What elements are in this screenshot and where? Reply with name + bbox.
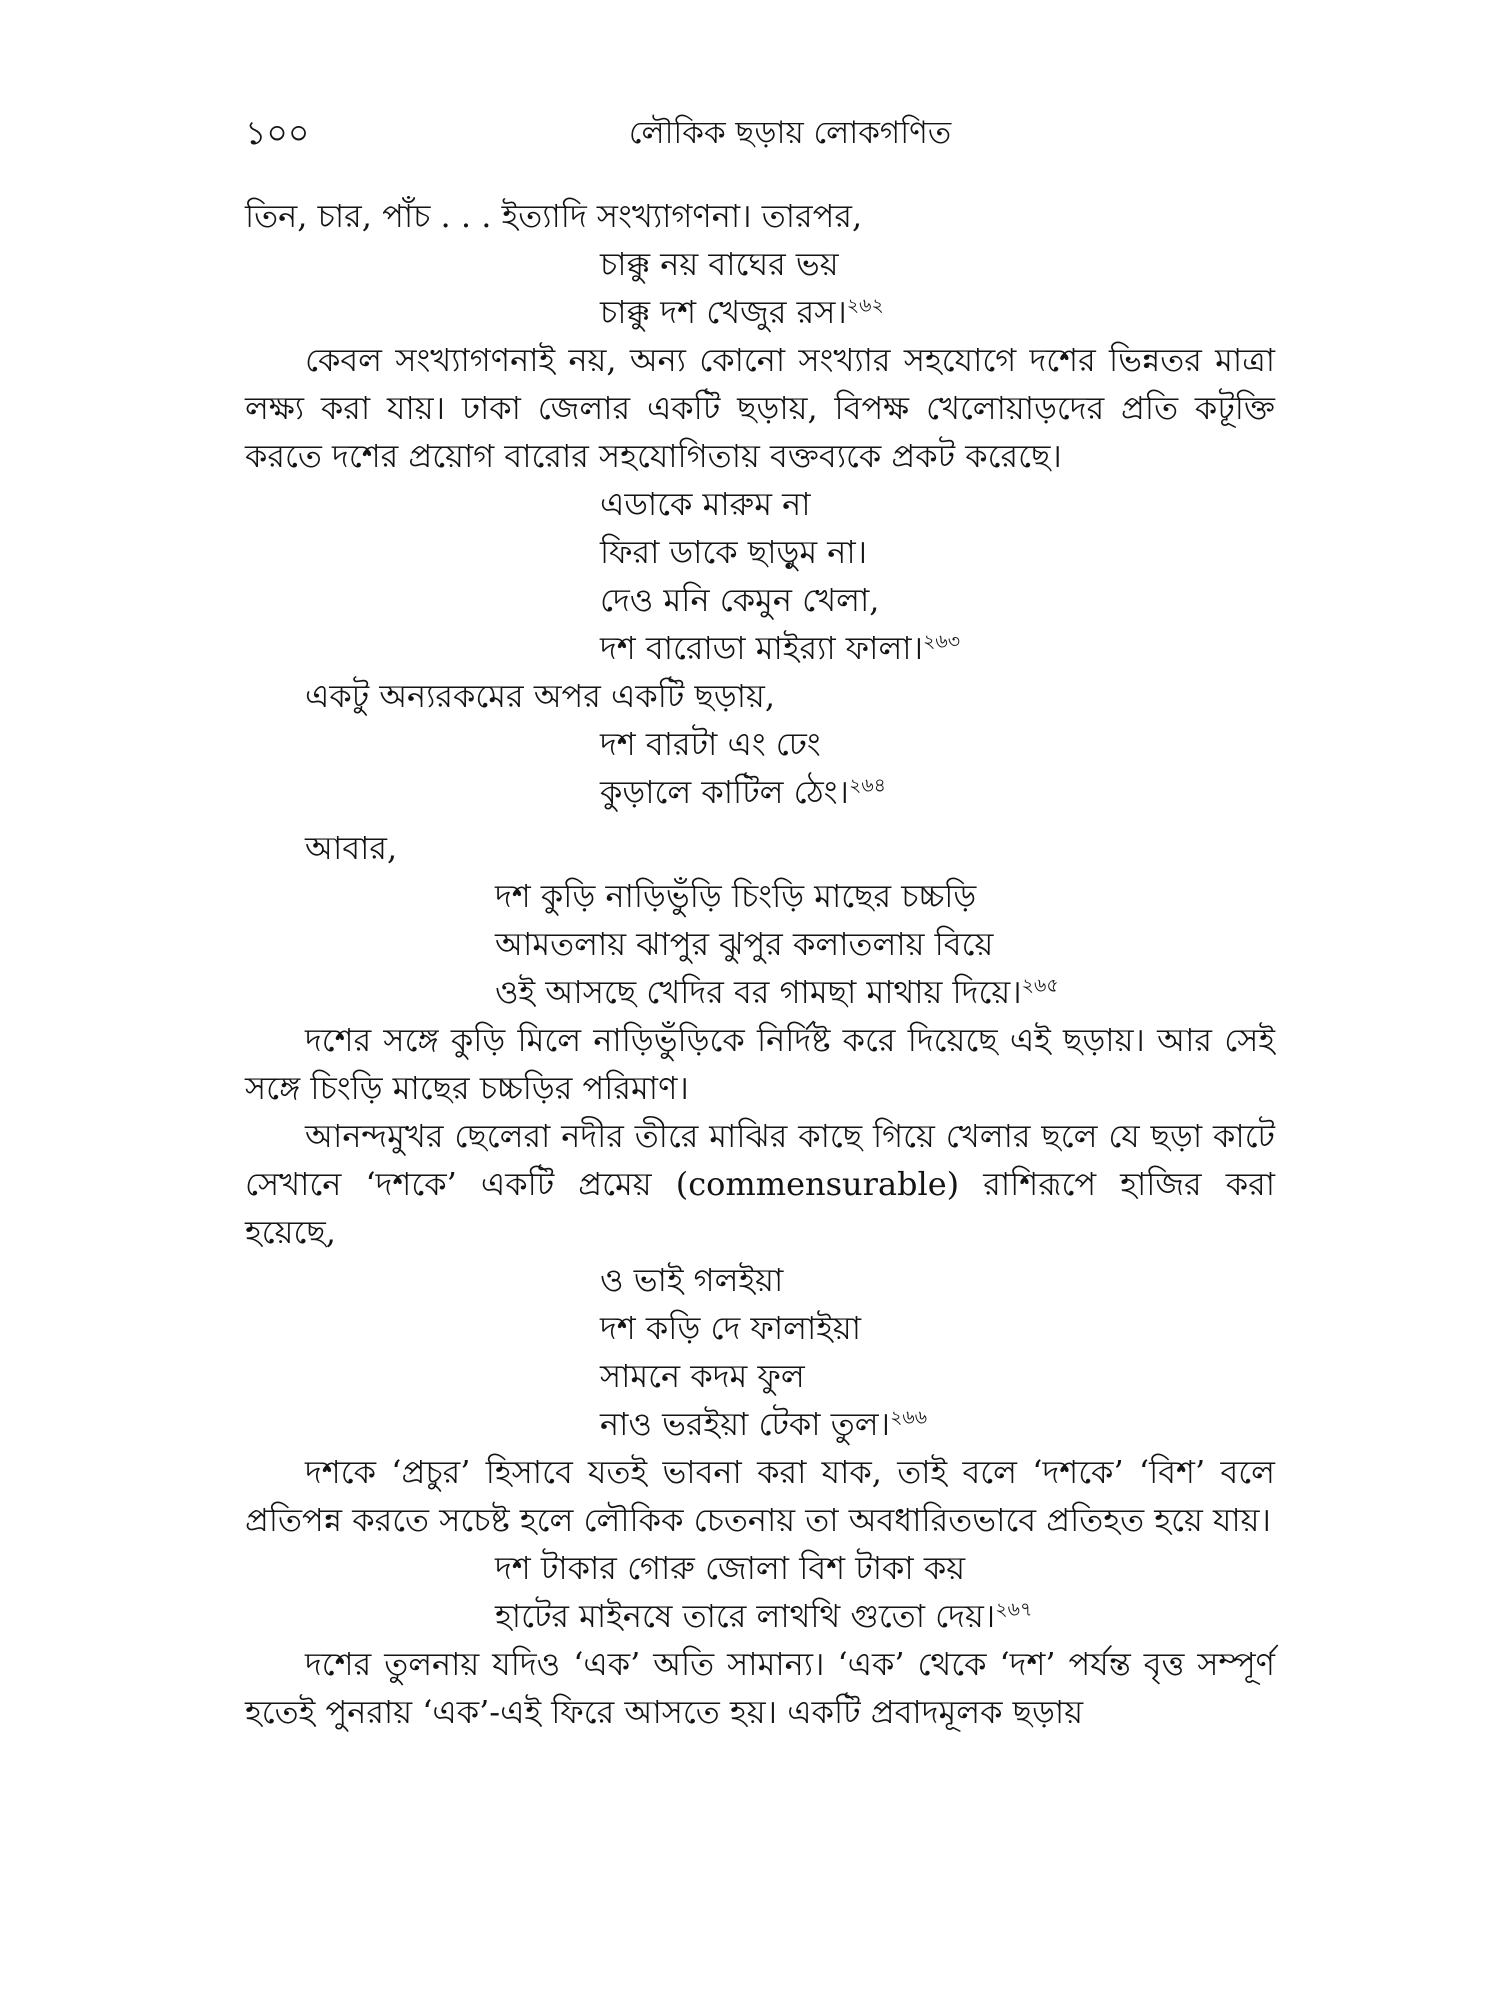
verse-line-text: দশ বারোডা মাইর‍্যা ফালা। [600,629,924,667]
verse-4 [245,872,1275,1016]
paragraph-3: একটু অন্যরকমের অপর একটি ছড়ায়, [305,677,776,715]
verse-line [600,240,1275,288]
verse-line [600,624,1275,672]
verse-line [600,480,1275,528]
body-text [245,192,1275,1736]
verse-line-text: ওই আসছে খেদির বর গামছা মাথায় দিয়ে। [495,973,1022,1011]
verse-line-text: কুড়ালে কাটিল ঠেং। [600,773,849,811]
verse-line-text: এডাকে মারুম না [600,485,811,523]
verse-line [495,1592,1275,1640]
paragraph-6: আনন্দমুখর ছেলেরা নদীর তীরে মাঝির কাছে গিয়ে খেলার ছলে যে ছড়া কাটে সেখানে ‘দশকে’ একটি প্রমেয় (commensurable) রাশিরূপে হাজির করা হয়েছে, [245,1117,1275,1251]
verse-line [495,968,1275,1016]
paragraph-2: কেবল সংখ্যাগণনাই নয়, অন্য কোনো সংখ্যার সহযোগে দশের ভিন্নতর মাত্রা লক্ষ্য করা যায়। ঢাকা জেলার একটি ছড়ায়, বিপক্ষ খেলোয়াড়দের প্রতি কটূক্তি করতে দশের প্রয়োগ বারোর সহযোগিতায় বক্তব্যকে প্রকট করেছে। [245,341,1275,475]
verse-line-text: দশ কুড়ি নাড়িভুঁড়ি চিংড়ি মাছের চচ্চড়ি [495,877,977,915]
verse-line-text: দশ টাকার গোরু জোলা বিশ টাকা কয় [495,1549,966,1587]
paragraph-8: দশের তুলনায় যদিও ‘এক’ অতি সামান্য। ‘এক’ থেকে ‘দশ’ পর্যন্ত বৃত্ত সম্পূর্ণ হতেই পুনরায় ‘এক’-এই ফিরে আসতে হয়। একটি প্রবাদমূলক ছড়ায় [245,1645,1275,1731]
paragraph-4: আবার, [305,829,398,867]
verse-3 [245,720,1275,816]
verse-5 [245,1256,1275,1448]
page-number: ১০০ [245,113,310,152]
verse-line [600,720,1275,768]
verse-line [600,528,1275,576]
verse-line-text: আমতলায় ঝাপুর ঝুপুর কলাতলায় বিয়ে [495,925,994,963]
verse-line [495,872,1275,920]
footnote-marker: ২৬৬ [890,1406,928,1429]
verse-line [495,1544,1275,1592]
verse-line-text: ফিরা ডাকে ছাড়ুম না। [600,533,868,571]
footnote-marker: ২৬৪ [848,774,887,797]
paragraph-5: দশের সঙ্গে কুড়ি মিলে নাড়িভুঁড়িকে নির্দিষ্ট করে দিয়েছে এই ছড়ায়। আর সেই সঙ্গে চিংড়ি মাছের চচ্চড়ির পরিমাণ। [245,1021,1275,1107]
verse-line-text: সামনে কদম ফুল [600,1357,805,1395]
verse-line-text: দশ কড়ি দে ফালাইয়া [600,1309,862,1347]
verse-line-text: চাক্কু দশ খেজুর রস। [600,293,847,331]
paragraph-7: দশকে ‘প্রচুর’ হিসাবে যতই ভাবনা করা যাক, তাই বলে ‘দশকে’ ‘বিশ’ বলে প্রতিপন্ন করতে সচেষ্ট হলে লৌকিক চেতনায় তা অবধারিতভাবে প্রতিহত হয়ে যায়। [245,1453,1275,1539]
verse-line [600,1400,1275,1448]
verse-2 [245,480,1275,672]
verse-line [600,576,1275,624]
verse-line [600,1352,1275,1400]
verse-line-text: নাও ভরইয়া টেকা তুল। [600,1405,891,1443]
paragraph-1: তিন, চার, পাঁচ . . . ইত্যাদি সংখ্যাগণনা। তারপর, [245,197,863,235]
verse-line-text: চাক্কু নয় বাঘের ভয় [600,245,839,283]
footnote-marker: ২৬৫ [1021,974,1059,997]
footnote-marker: ২৬৭ [995,1598,1033,1621]
verse-line [600,1304,1275,1352]
verse-line-text: ও ভাই গলইয়া [600,1261,784,1299]
page-header [245,108,1275,158]
verse-line [600,288,1275,336]
verse-line-text: দেও মনি কেমুন খেলা, [600,581,880,619]
verse-line [600,768,1275,816]
verse-line [495,920,1275,968]
verse-line-text: দশ বারটা এং ঢেং [600,725,821,763]
footnote-marker: ২৬৩ [923,630,961,653]
verse-1 [245,240,1275,336]
footnote-marker: ২৬২ [846,294,884,317]
verse-line [600,1256,1275,1304]
verse-line-text: হাটের মাইনষে তারে লাথথি গুতো দেয়। [495,1597,996,1635]
verse-6 [245,1544,1275,1640]
running-title: লৌকিক ছড়ায় লোকগণিত [628,115,952,151]
